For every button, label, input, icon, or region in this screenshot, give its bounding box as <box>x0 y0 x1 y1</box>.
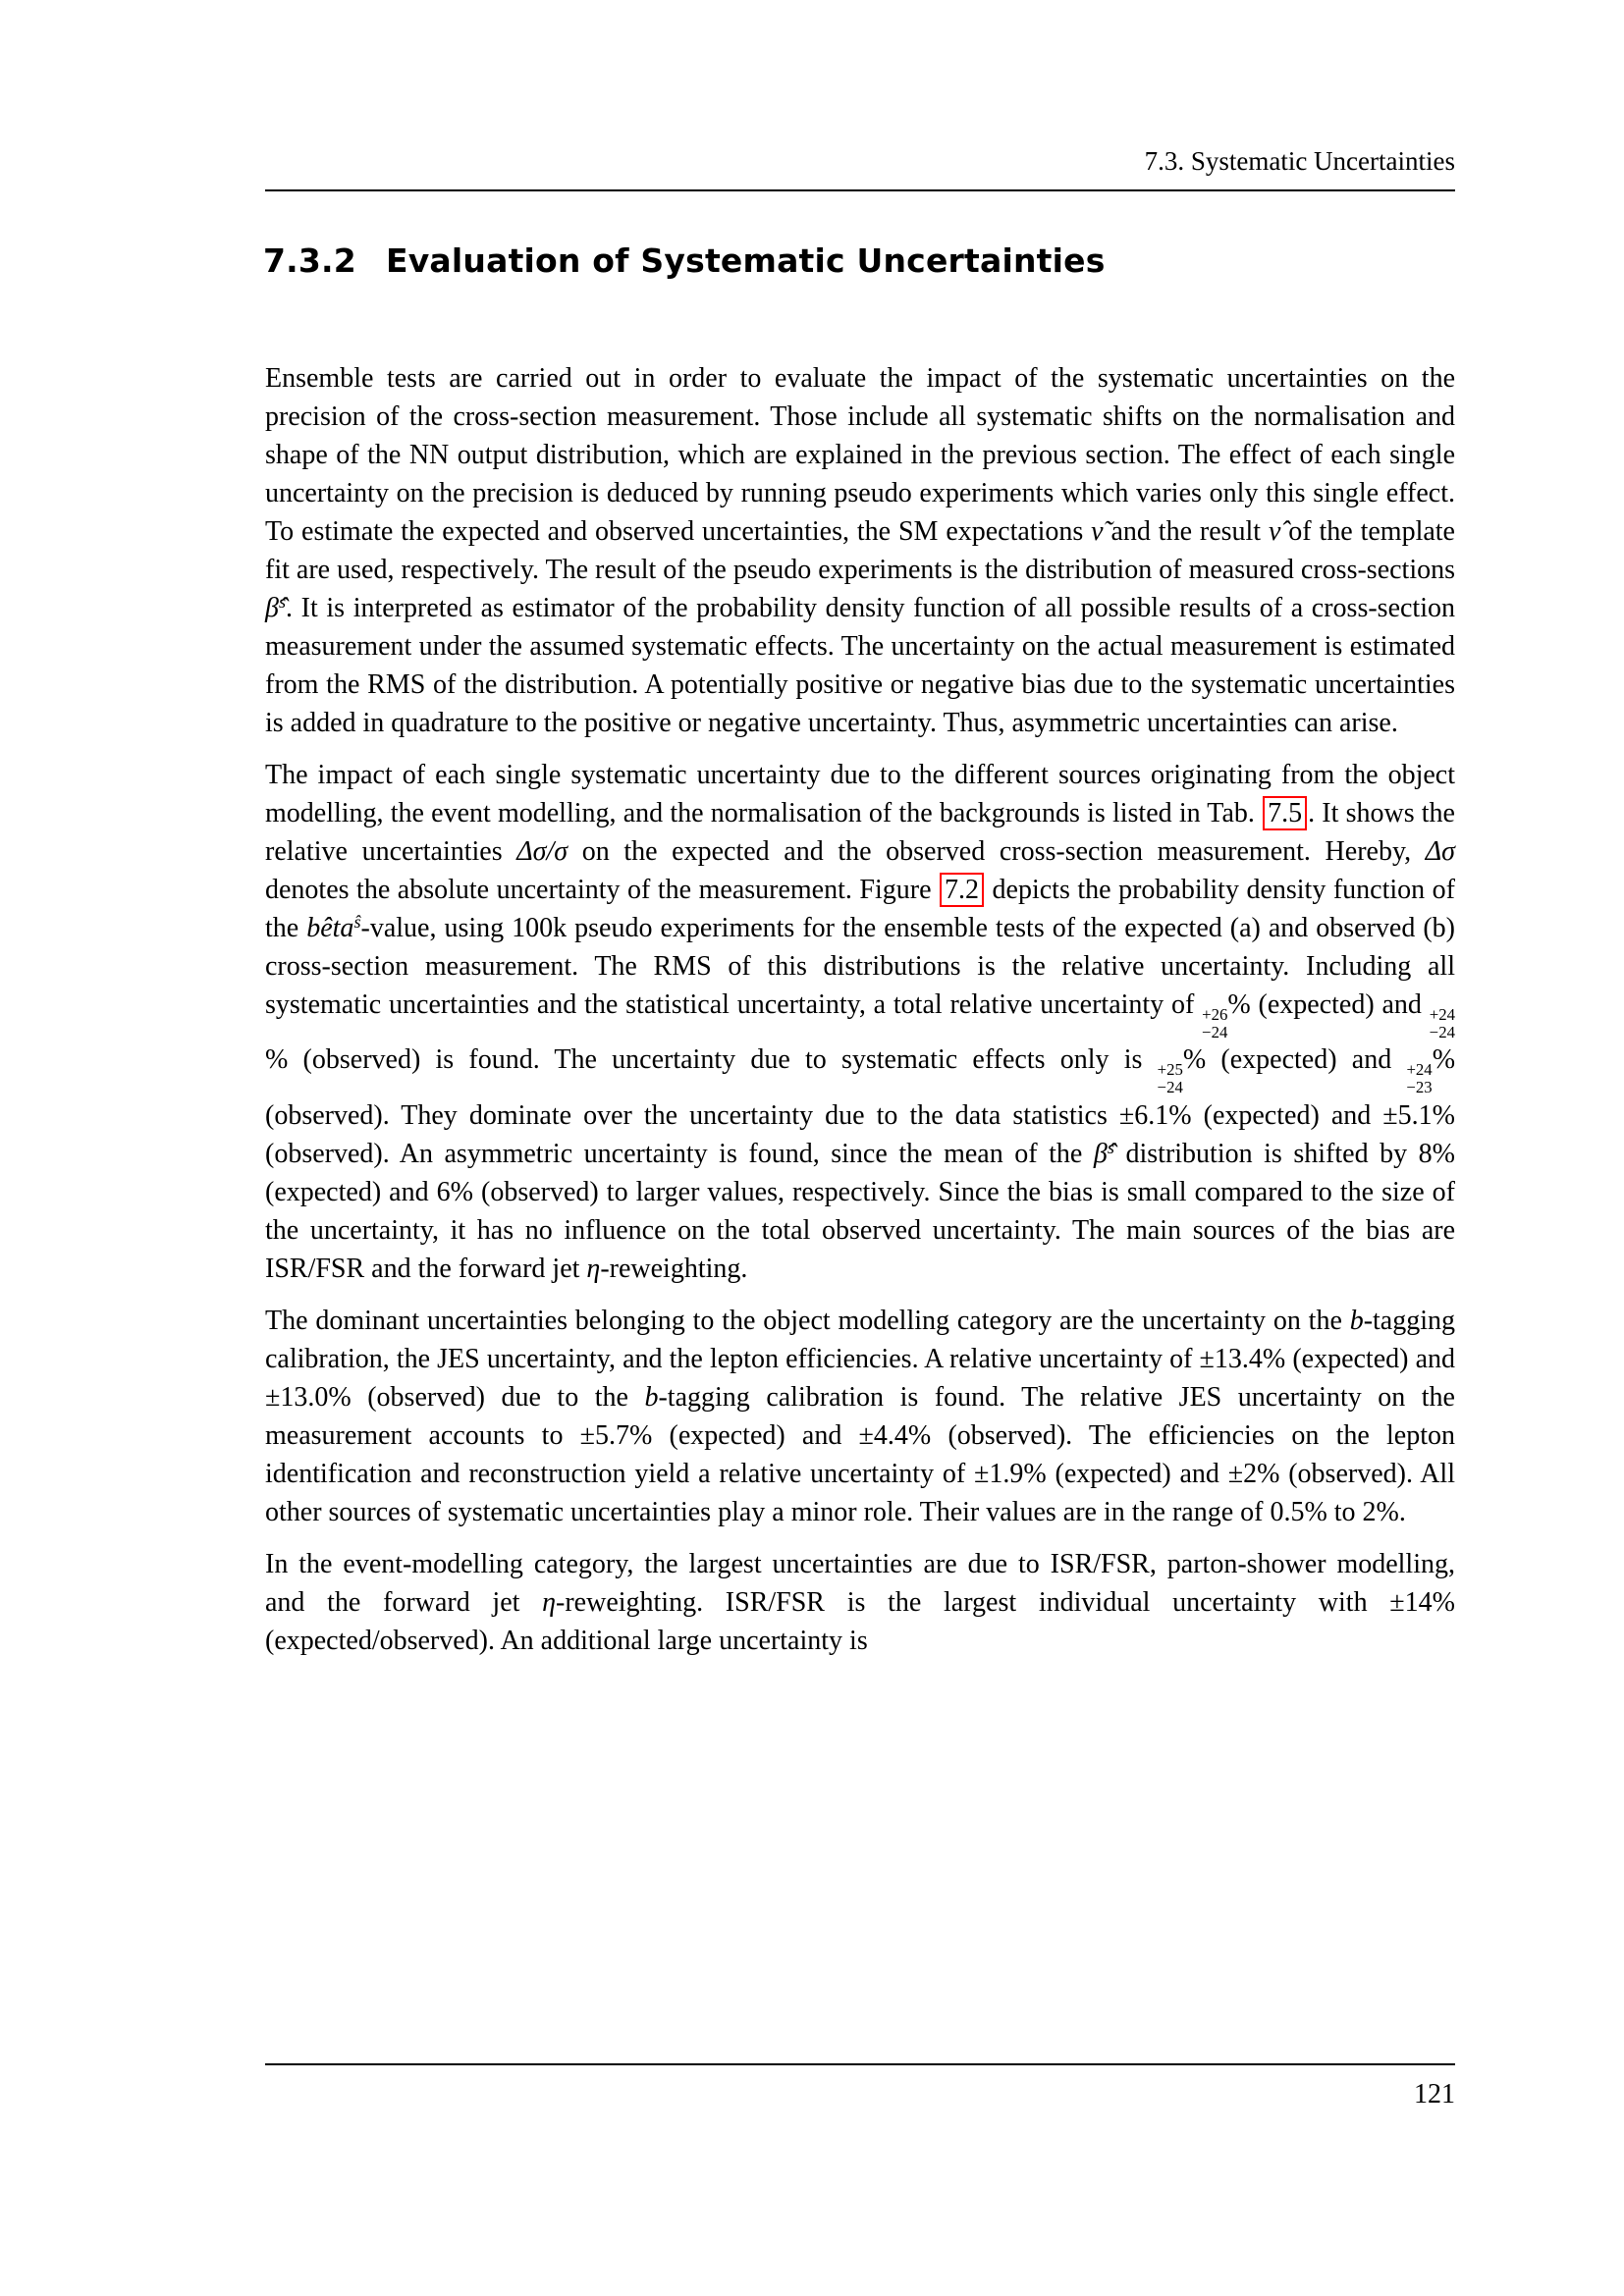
page-number: 121 <box>1414 2079 1455 2109</box>
math-text: bêta <box>306 913 354 943</box>
paragraph: The impact of each single systematic uncertainty due to the different sources originating from the object modelling, the event modelling, and the normalisation of the backgrounds is listed in Tab. 7.5 . It shows the relative uncertainties Δσ/σ on the expected and the observed cross-section measurement. Hereby, Δσ denotes the absolute uncertainty of the measurement. Figure 7.2 depicts the probability density function of the bêta$^ŝ$-value, using 100k pseudo experiments for the ensemble tests of the expected (a) and observed (b) cross-section measurement. The RMS of this distributions is the relative uncertainty. Including all systematic uncertainties and the statistical uncertainty, a total relative uncertainty of +26 −24 % (expected) and +24 −24 % (observed) is found. The uncertainty due to systematic effects only is +25 −24 % (expected) and +24 −23 % (observed). They dominate over the uncertainty due to the data statistics ±6.1% (expected) and ±5.1% (observed). An asymmetric uncertainty is found, since the mean of the β̂$^s$ distribution is shifted by 8% (expected) and 6% (observed) to larger values, respectively. Since the bias is small compared to the size of the uncertainty, it has no influence on the total observed uncertainty. The main sources of the bias are ISR/FSR and the forward jet η-reweighting. <box>265 760 1456 1284</box>
math-text: b <box>1349 1305 1364 1336</box>
asymmetric-uncertainty-value: +24 −24 <box>1429 1005 1455 1041</box>
math-text: Δσ <box>1425 836 1455 867</box>
section-heading <box>263 241 1559 280</box>
math-text: b <box>644 1381 659 1413</box>
paragraph: In the event-modelling category, the largest uncertainties are due to ISR/FSR, parton-shower modelling, and the forward jet η-reweighting. ISR/FSR is the largest individual uncertainty with ±14% (expected/observed). An additional large uncertainty is <box>265 1548 1455 1656</box>
math-text: ν̂ <box>1268 516 1281 547</box>
math-text: ŝ <box>353 911 361 932</box>
body-text <box>265 359 1455 1674</box>
math-text: η <box>542 1586 557 1618</box>
section-title: Evaluation of Systematic Uncertainties <box>385 241 1106 280</box>
math-text: β̂ <box>265 593 279 623</box>
asymmetric-uncertainty-value: +24 −23 <box>1406 1060 1433 1096</box>
math-text: Δσ/σ <box>516 836 568 867</box>
running-head: 7.3. Systematic Uncertainties <box>1144 146 1455 176</box>
ref-link[interactable]: 7.5 <box>1263 796 1307 830</box>
math-text: ν̃ <box>1091 516 1104 547</box>
math-text: s <box>278 591 287 612</box>
asymmetric-uncertainty-value: +26 −24 <box>1202 1005 1228 1041</box>
math-text: s <box>1107 1137 1114 1157</box>
paragraph: Ensemble tests are carried out in order to evaluate the impact of the systematic uncertainties on the precision of the cross-section measurement. Those include all systematic shifts on the normalisation and shape of the NN output distribution, which are explained in the previous section. The effect of each single uncertainty on the precision is deduced by running pseudo experiments which varies only this single effect. To estimate the expected and observed uncertainties, the SM expectations ν̃ and the result ν̂ of the template fit are used, respectively. The result of the pseudo experiments is the distribution of measured cross-sections β̂$^s$. It is interpreted as estimator of the probability density function of all possible results of a cross-section measurement under the assumed systematic effects. The uncertainty on the actual measurement is estimated from the RMS of the distribution. A potentially positive or negative bias due to the systematic uncertainties is added in quadrature to the positive or negative uncertainty. Thus, asymmetric uncertainties can arise. <box>265 363 1455 738</box>
header-rule <box>265 189 1455 191</box>
math-text: β̂ <box>1093 1138 1108 1169</box>
section-number: 7.3.2 <box>263 241 356 280</box>
math-text: η <box>586 1253 601 1284</box>
footer-rule <box>265 2063 1455 2065</box>
paragraph: The dominant uncertainties belonging to the object modelling category are the uncertainty on the b-tagging calibration, the JES uncertainty, and the lepton efficiencies. A relative uncertainty of ±13.4% (expected) and ±13.0% (observed) due to the b-tagging calibration is found. The relative JES uncertainty on the measurement accounts to ±5.7% (expected) and ±4.4% (observed). The efficiencies on the lepton identification and reconstruction yield a relative uncertainty of ±1.9% (expected) and ±2% (observed). All other sources of systematic uncertainties play a minor role. Their values are in the range of 0.5% to 2%. <box>265 1305 1455 1527</box>
ref-link[interactable]: 7.2 <box>940 873 984 907</box>
asymmetric-uncertainty-value: +25 −24 <box>1157 1060 1183 1096</box>
